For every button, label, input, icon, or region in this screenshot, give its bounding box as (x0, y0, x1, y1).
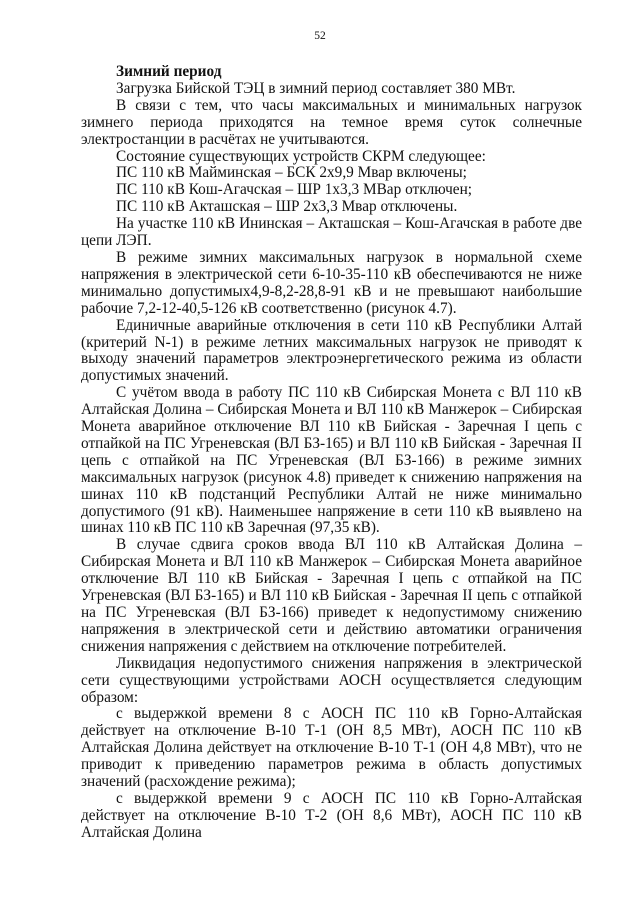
paragraph-skrm-mayminskaya: ПС 110 кВ Майминская – БСК 2х9,9 Мвар включены; (116, 164, 467, 182)
section-heading: Зимний период (116, 63, 222, 80)
paragraph-aosn-8s: с выдержкой времени 8 с АОСН ПС 110 кВ Горно-Алтайская действует на отключение В-10 Т-1 (ОН 8,5 МВт), АОСН ПС 110 кВ Алтайская Долина действует на отключение В-10 Т-1 (ОН 4,8 МВт), что не приводит к приведению параметров режима в область допустимых значений (расхождение режима); (81, 705, 582, 791)
paragraph-skrm-intro: Состояние существующих устройств СКРМ следующее: (116, 147, 486, 165)
paragraph-aosn-intro: Ликвидация недопустимого снижения напряжения в электрической сети существующими устройствами АОСН осуществляется следующим образом: (81, 654, 582, 706)
paragraph-solar-note: В связи с тем, что часы максимальных и минимальных нагрузок зимнего периода приходятся на темное время суток солнечные электростанции в расчётах не учитываются. (81, 96, 582, 148)
paragraph-sibirskaya-moneta: С учётом ввода в работу ПС 110 кВ Сибирская Монета с ВЛ 110 кВ Алтайская Долина – Сибирская Монета и ВЛ 110 кВ Манжерок – Сибирская Монета аварийное отключение ВЛ 110 кВ Бийская - Заречная I цепь с отпайкой на ПС Угреневская (ВЛ БЗ-165) и ВЛ 110 кВ Бийская - Заречная II цепь с отпайкой на ПС Угреневская (ВЛ БЗ-166) в режиме зимних максимальных нагрузок (рисунок 4.8) приведет к снижению напряжения на шинах 110 кВ подстанций Республики Алтай не ниже минимально допустимого (91 кВ). Наименьшее напряжение в сети 110 кВ выявлено на шинах 110 кВ ПС 110 кВ Заречная (97,35 кВ). (81, 384, 582, 537)
paragraph-normal-voltage: В режиме зимних максимальных нагрузок в нормальной схеме напряжения в электрической сети 6-10-35-110 кВ обеспечиваются не ниже минимально допустимых4,9-8,2-28,8-91 кВ и не превышают наибольшие рабочие 7,2-12-40,5-126 кВ соответственно (рисунок 4.7). (81, 248, 582, 317)
document-body (81, 64, 582, 842)
paragraph-load-statement: Загрузка Бийской ТЭЦ в зимний период составляет 380 МВт. (116, 79, 516, 97)
paragraph-aosn-9s: с выдержкой времени 9 с АОСН ПС 110 кВ Горно-Алтайская действует на отключение В-10 Т-2 (ОН 8,6 МВт), АОСН ПС 110 кВ Алтайская Долина (81, 789, 582, 841)
paragraph-n1-criterion: Единичные аварийные отключения в сети 110 кВ Республики Алтай (критерий N-1) в режиме летних максимальных нагрузок не приводят к выходу значений параметров электроэнергетического режима из области допустимых значений. (81, 316, 582, 385)
paragraph-line-section: На участке 110 кВ Ининская – Акташская – Кош-Агачская в работе две цепи ЛЭП. (81, 215, 582, 250)
paragraph-delay-case: В случае сдвига сроков ввода ВЛ 110 кВ Алтайская Долина – Сибирская Монета и ВЛ 110 кВ Манжерок – Сибирская Монета аварийное отключение ВЛ 110 кВ Бийская - Заречная I цепь с отпайкой на ПС Угреневская (ВЛ БЗ-165) и ВЛ 110 кВ Бийская - Заречная II цепь с отпайкой на ПС Угреневская (ВЛ БЗ-166) приведет к недопустимому снижению напряжения в электрической сети и действию автоматики ограничения снижения напряжения с действием на отключение потребителей. (81, 536, 582, 655)
paragraph-skrm-kosh-agachskaya: ПС 110 кВ Кош-Агачская – ШР 1х3,3 МВар отключен; (116, 181, 473, 199)
paragraph-skrm-aktashskaya: ПС 110 кВ Акташская – ШР 2х3,3 Мвар отключены. (116, 198, 458, 216)
page-number: 52 (314, 30, 326, 42)
